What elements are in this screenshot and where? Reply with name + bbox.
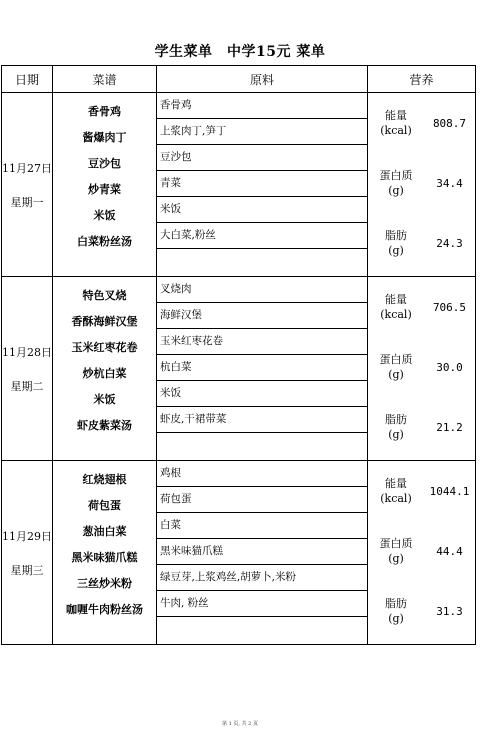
nutrition-row — [368, 153, 475, 213]
ingredient-item: 牛肉, 粉丝 — [157, 591, 367, 617]
header-nutrition: 营养 — [368, 66, 476, 93]
dish-name: 咖喱牛肉粉丝汤 — [66, 603, 143, 616]
dishes-cell — [53, 461, 157, 645]
nutrition-row — [368, 93, 475, 153]
dish-name: 荷包蛋 — [88, 499, 121, 512]
nutrition-row — [368, 461, 475, 521]
nutrition-label-unit: (g) — [388, 368, 404, 381]
ingredient-item — [157, 433, 367, 459]
ingredient-item: 米饭 — [157, 381, 367, 407]
nutrition-label-unit: (kcal) — [380, 124, 412, 137]
nutrition-value: 44.4 — [436, 544, 463, 558]
day-date: 11月27日 — [2, 161, 52, 175]
ingredient-item: 玉米红枣花卷 — [157, 329, 367, 355]
nutrition-value: 1044.1 — [429, 484, 470, 498]
ingredient-item: 上浆肉丁,笋丁 — [157, 119, 367, 145]
dish-name: 虾皮紫菜汤 — [77, 419, 132, 432]
day-row — [2, 93, 476, 277]
nutrition-label-unit: (g) — [388, 428, 404, 441]
nutrition-label-name: 脂肪 — [385, 413, 407, 426]
nutrition-label — [368, 412, 424, 442]
header-row — [2, 66, 476, 93]
nutrition-label — [368, 168, 424, 198]
nutrition-label-name: 脂肪 — [385, 229, 407, 242]
day-date: 11月28日 — [2, 345, 52, 359]
nutrition-value: 34.4 — [436, 176, 463, 190]
dish-name: 香酥海鲜汉堡 — [71, 315, 138, 328]
day-row — [2, 461, 476, 645]
nutrition-label — [368, 476, 424, 506]
ingredient-item: 香骨鸡 — [157, 93, 367, 119]
ingredient-item — [157, 249, 367, 275]
day-cell — [2, 277, 53, 461]
nutrition-label-name: 蛋白质 — [379, 353, 413, 366]
dish-name: 米饭 — [93, 209, 116, 222]
dish-name: 三丝炒米粉 — [77, 577, 132, 590]
nutrition-label — [368, 228, 424, 258]
ingredient-item: 白菜 — [157, 513, 367, 539]
nutrition-label-unit: (g) — [388, 612, 404, 625]
nutrition-label-unit: (kcal) — [380, 308, 412, 321]
ingredients-cell — [157, 93, 368, 277]
nutrition-value: 24.3 — [436, 236, 463, 250]
day-date: 11月29日 — [2, 529, 52, 543]
ingredient-item: 荷包蛋 — [157, 487, 367, 513]
ingredient-item: 杭白菜 — [157, 355, 367, 381]
nutrition-label-unit: (g) — [388, 552, 404, 565]
ingredient-item: 大白菜,粉丝 — [157, 223, 367, 249]
ingredient-item: 鸡根 — [157, 461, 367, 487]
page-title: 学生菜单 中学15元 菜单 — [154, 44, 326, 60]
day-cell — [2, 93, 53, 277]
page-footer: 第 1 页, 共 2 页 — [222, 721, 258, 727]
nutrition-row — [368, 521, 475, 581]
nutrition-row — [368, 397, 475, 457]
header-dishes: 菜谱 — [53, 66, 157, 93]
nutrition-label-unit: (g) — [388, 244, 404, 257]
ingredient-item: 虾皮,干裙带菜 — [157, 407, 367, 433]
nutrition-cell — [368, 93, 476, 277]
header-ingredients: 原料 — [157, 66, 368, 93]
nutrition-value: 21.2 — [436, 420, 463, 434]
day-weekday: 星期三 — [10, 563, 44, 577]
ingredient-item: 绿豆芽,上浆鸡丝,胡萝卜,米粉 — [157, 565, 367, 591]
dish-name: 红烧翅根 — [82, 473, 127, 486]
nutrition-value: 30.0 — [436, 360, 463, 374]
nutrition-label — [368, 292, 424, 322]
dish-name: 白菜粉丝汤 — [77, 235, 132, 248]
ingredient-item: 海鲜汉堡 — [157, 303, 367, 329]
ingredient-item — [157, 617, 367, 643]
ingredient-item: 叉烧肉 — [157, 277, 367, 303]
nutrition-label — [368, 108, 424, 138]
nutrition-label — [368, 352, 424, 382]
ingredient-item: 豆沙包 — [157, 145, 367, 171]
ingredient-item: 黑米味猫爪糕 — [157, 539, 367, 565]
nutrition-value: 706.5 — [432, 300, 467, 314]
nutrition-row — [368, 277, 475, 337]
ingredients-cell — [157, 461, 368, 645]
dish-name: 玉米红枣花卷 — [71, 341, 138, 354]
nutrition-value: 31.3 — [436, 604, 463, 618]
dish-name: 炒青菜 — [88, 183, 121, 196]
nutrition-cell — [368, 277, 476, 461]
nutrition-value: 808.7 — [432, 116, 467, 130]
dish-name: 炒杭白菜 — [82, 367, 127, 380]
dish-name: 香骨鸡 — [88, 105, 121, 118]
day-weekday: 星期一 — [10, 195, 44, 209]
nutrition-label-name: 能量 — [385, 477, 407, 490]
nutrition-label-name: 蛋白质 — [379, 169, 413, 182]
day-cell — [2, 461, 53, 645]
dishes-cell — [53, 93, 157, 277]
dish-name: 特色叉烧 — [82, 289, 127, 302]
day-row — [2, 277, 476, 461]
ingredients-cell — [157, 277, 368, 461]
nutrition-label-name: 能量 — [385, 293, 407, 306]
dish-name: 葱油白菜 — [82, 525, 127, 538]
dish-name: 酱爆肉丁 — [82, 131, 127, 144]
ingredient-item: 米饭 — [157, 197, 367, 223]
header-date: 日期 — [2, 66, 53, 93]
nutrition-label — [368, 536, 424, 566]
day-weekday: 星期二 — [10, 379, 44, 393]
menu-table — [1, 65, 476, 645]
nutrition-row — [368, 213, 475, 273]
nutrition-label-name: 能量 — [385, 109, 407, 122]
ingredient-item: 青菜 — [157, 171, 367, 197]
nutrition-label — [368, 596, 424, 626]
nutrition-label-unit: (g) — [388, 184, 404, 197]
nutrition-row — [368, 581, 475, 641]
dishes-cell — [53, 277, 157, 461]
dish-name: 黑米味猫爪糕 — [71, 551, 138, 564]
dish-name: 米饭 — [93, 393, 116, 406]
nutrition-label-unit: (kcal) — [380, 492, 412, 505]
nutrition-label-name: 脂肪 — [385, 597, 407, 610]
dish-name: 豆沙包 — [88, 157, 121, 170]
nutrition-cell — [368, 461, 476, 645]
nutrition-row — [368, 337, 475, 397]
nutrition-label-name: 蛋白质 — [379, 537, 413, 550]
